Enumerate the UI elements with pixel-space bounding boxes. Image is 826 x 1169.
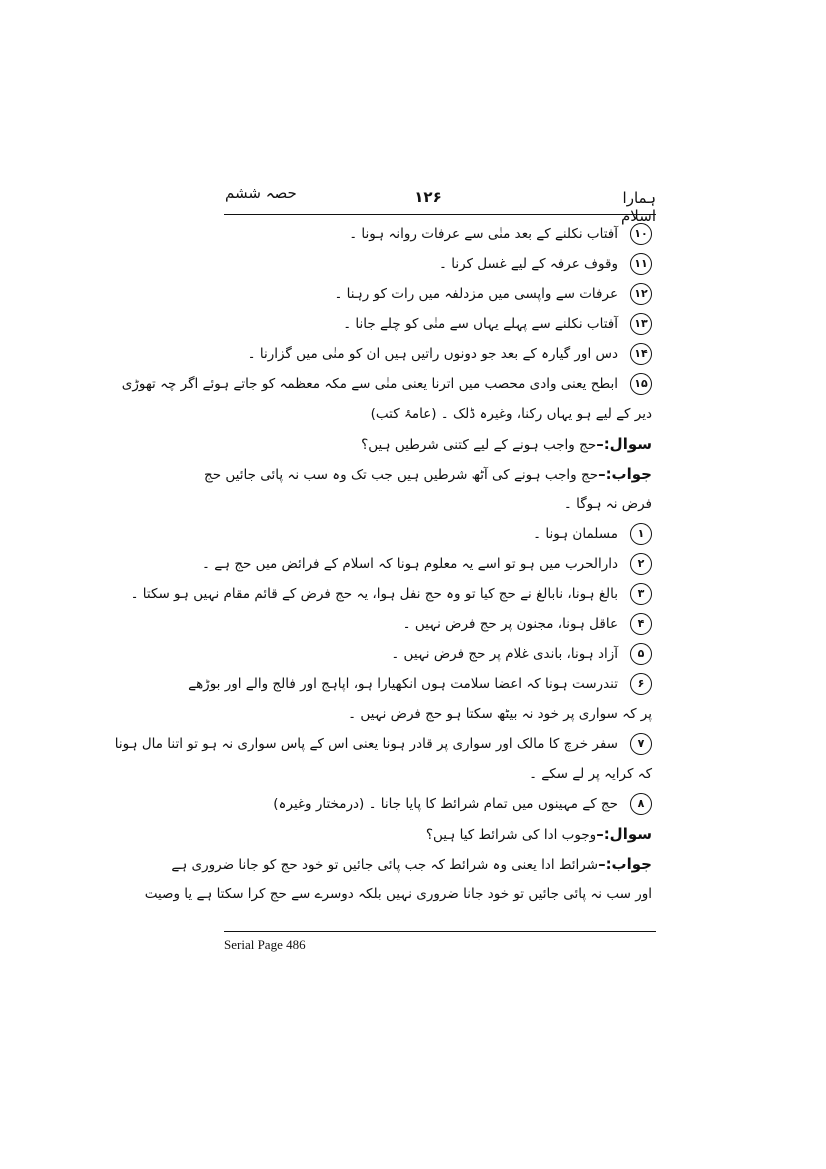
item-text: حج کے مہینوں میں تمام شرائط کا پایا جانا ۔ (درمختار وغیرہ) xyxy=(273,796,618,812)
item-text: بالغ ہونا، نابالغ نے حج کیا تو وہ حج نفل ہوا، یہ حج فرض کے قائم مقام نہیں ہو سکتا ۔ xyxy=(130,586,618,602)
qa-line xyxy=(204,459,656,489)
list-item xyxy=(188,669,656,699)
list-item xyxy=(114,729,656,759)
qa-line xyxy=(171,849,656,879)
item-number-badge: ۷ xyxy=(630,733,652,755)
item-number-badge: ۴ xyxy=(630,613,652,635)
footer-rule xyxy=(224,931,656,932)
item-number-badge: ۲ xyxy=(630,553,652,575)
qa-text: حج واجب ہونے کے لیے کتنی شرطیں ہیں؟ xyxy=(361,437,597,453)
text-line: اور سب نہ پائی جائیں تو خود جانا ضروری نہیں بلکہ دوسرے سے حج کرا سکتا ہے یا وصیت xyxy=(144,886,652,902)
text-line: دیر کے لیے ہو یہاں رکنا، وغیرہ ڈلک ۔ (عامۂ کتب) xyxy=(370,406,652,422)
text-line: فرض نہ ہوگا ۔ xyxy=(563,496,652,512)
item-text: تندرست ہونا کہ اعضا سلامت ہوں انکھیارا ہو، اپاہج اور فالج والے اور بوڑھے xyxy=(188,676,618,692)
item-text: سفر خرچ کا مالک اور سواری پر قادر ہونا یعنی اس کے پاس سواری نہ ہو تو اتنا مال ہونا xyxy=(114,736,618,752)
book-title: ہمارا اسلام xyxy=(621,189,656,225)
item-number-badge: ۱۲ xyxy=(630,283,652,305)
item-text: آفتاب نکلنے سے پہلے یہاں سے منٰی کو چلے جانا ۔ xyxy=(343,316,618,332)
item-text: مسلمان ہونا ۔ xyxy=(533,526,618,542)
item-text: آزاد ہونا، باندی غلام پر حج فرض نہیں ۔ xyxy=(391,646,618,662)
list-item xyxy=(224,279,656,309)
list-item xyxy=(224,789,656,819)
item-number-badge: ۱۴ xyxy=(630,343,652,365)
serial-page-footer: Serial Page 486 xyxy=(224,937,306,952)
list-item xyxy=(224,309,656,339)
list-item xyxy=(121,369,656,399)
list-item xyxy=(224,249,656,279)
item-text: دارالحرب میں ہو تو اسے یہ معلوم ہونا کہ اسلام کے فرائض میں حج ہے ۔ xyxy=(202,556,618,572)
item-number-badge: ۵ xyxy=(630,643,652,665)
qa-label: جواب:– xyxy=(598,465,652,483)
page-number: ۱۲۶ xyxy=(414,188,442,206)
item-number-badge: ۱۰ xyxy=(630,223,652,245)
list-item xyxy=(224,339,656,369)
item-number-badge: ۳ xyxy=(630,583,652,605)
list-item xyxy=(224,519,656,549)
list-item xyxy=(224,639,656,669)
qa-line xyxy=(224,429,656,459)
item-number-badge: ۱۵ xyxy=(630,373,652,395)
item-number-badge: ۶ xyxy=(630,673,652,695)
text-line: کہ کرایہ پر لے سکے ۔ xyxy=(529,766,652,782)
item-number-badge: ۱ xyxy=(630,523,652,545)
item-text: وقوف عرفہ کے لیے غسل کرنا ۔ xyxy=(439,256,618,272)
qa-text: حج واجب ہونے کی آٹھ شرطیں ہیں جب تک وہ سب نہ پائی جائیں حج xyxy=(204,467,599,483)
qa-line xyxy=(224,819,656,849)
text-line: پر کہ سواری پر خود نہ بیٹھ سکتا ہو حج فرض نہیں ۔ xyxy=(348,706,652,722)
qa-text: شرائط ادا یعنی وہ شرائط کہ جب پائی جائیں تو خود حج کو جانا ضروری ہے xyxy=(171,857,599,873)
section-label: حصہ ششم xyxy=(225,184,297,202)
page-body xyxy=(114,219,656,909)
list-item xyxy=(202,549,656,579)
item-number-badge: ۸ xyxy=(630,793,652,815)
item-number-badge: ۱۱ xyxy=(630,253,652,275)
qa-label: جواب:– xyxy=(598,855,652,873)
item-number-badge: ۱۳ xyxy=(630,313,652,335)
header-rule xyxy=(224,214,656,215)
list-item xyxy=(130,579,656,609)
item-text: ابطح یعنی وادی محصب میں اترنا یعنی منٰی سے مکہ معظمہ کو جاتے ہوئے اگر چہ تھوڑی xyxy=(121,376,618,392)
item-text: دس اور گیارہ کے بعد جو دونوں راتیں ہیں ان کو منٰی میں گزارنا ۔ xyxy=(247,346,618,362)
item-text: عرفات سے واپسی میں مزدلفہ میں رات کو رہنا ۔ xyxy=(334,286,618,302)
qa-text: وجوب ادا کی شرائط کیا ہیں؟ xyxy=(425,827,597,843)
item-text: عاقل ہونا، مجنون پر حج فرض نہیں ۔ xyxy=(402,616,618,632)
qa-label: سوال:– xyxy=(596,825,652,843)
item-text: آفتاب نکلنے کے بعد منٰی سے عرفات روانہ ہونا ۔ xyxy=(349,226,618,242)
list-item xyxy=(224,219,656,249)
qa-label: سوال:– xyxy=(596,435,652,453)
list-item xyxy=(224,609,656,639)
